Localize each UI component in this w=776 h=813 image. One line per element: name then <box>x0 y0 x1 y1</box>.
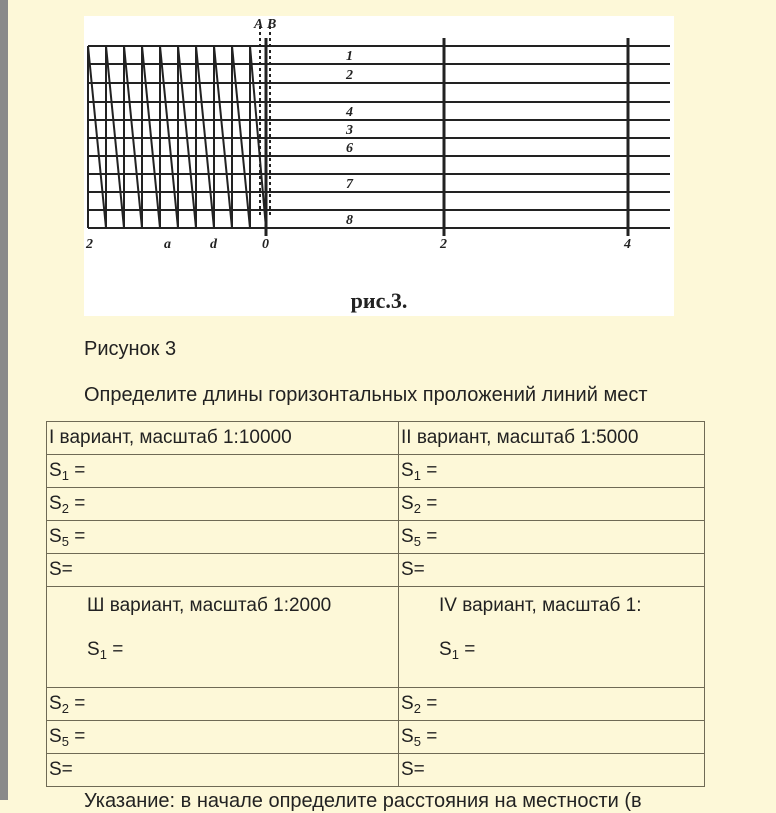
variant-3-s-total: S= <box>47 754 399 787</box>
variant-3-s1: $S_1$ = <box>87 639 124 662</box>
table-row <box>47 721 705 754</box>
line-label-3: 3 <box>346 123 353 138</box>
bottom-label-4: 4 <box>624 237 631 252</box>
variant-4-s2: $S_2$ = <box>399 688 705 721</box>
bottom-label-2: 2 <box>440 237 447 252</box>
variant-4-s-total: S= <box>399 754 705 787</box>
bottom-label-a: a <box>164 237 171 252</box>
variant-2-s1: $S_1$ = <box>399 455 705 488</box>
variant-1-s5: $S_5$ = <box>47 521 399 554</box>
variant-4-s5: $S_5$ = <box>399 721 705 754</box>
left-border <box>0 0 8 800</box>
variant-4-header: IV вариант, масштаб 1: <box>439 595 642 616</box>
variant-3-s2: $S_2$ = <box>47 688 399 721</box>
variant-1-s2: $S_2$ = <box>47 488 399 521</box>
variant-3-s5: $S_5$ = <box>47 721 399 754</box>
variant-4-header-cell <box>399 587 705 688</box>
table-row <box>47 754 705 787</box>
variant-1-s-total: S= <box>47 554 399 587</box>
variants-table <box>46 421 705 787</box>
bottom-note: Указание: в начале определите расстояния на местности (в <box>84 790 642 812</box>
line-label-4: 4 <box>346 105 353 120</box>
table-row <box>47 587 705 688</box>
variant-2-header: II вариант, масштаб 1:5000 <box>399 422 705 455</box>
bottom-label-0: 0 <box>262 237 269 252</box>
label-A: A <box>254 17 264 32</box>
table-row <box>47 521 705 554</box>
variant-1-header: I вариант, масштаб 1:10000 <box>47 422 399 455</box>
variant-4-s1: $S_1$ = <box>439 639 476 662</box>
line-label-8: 8 <box>346 213 353 228</box>
figure-caption: Рисунок 3 <box>84 338 177 360</box>
bottom-label-2-left: 2 <box>86 237 93 252</box>
figure-image-caption: рис.3. <box>350 288 408 313</box>
line-label-2: 2 <box>346 68 353 83</box>
variant-1-s1: $S_1$ = <box>47 455 399 488</box>
table-row <box>47 455 705 488</box>
variant-3-header: Ш вариант, масштаб 1:2000 <box>87 595 332 616</box>
table-row <box>47 488 705 521</box>
bottom-label-d: d <box>210 237 217 252</box>
table-row <box>47 422 705 455</box>
instruction-text: Определите длины горизонтальных проложений линий мест <box>84 384 648 406</box>
variant-3-header-cell <box>47 587 399 688</box>
label-B: B <box>267 17 277 32</box>
variant-2-s-total: S= <box>399 554 705 587</box>
line-label-6: 6 <box>346 141 353 156</box>
line-label-7: 7 <box>346 177 353 192</box>
line-label-1: 1 <box>346 49 353 64</box>
table-row <box>47 554 705 587</box>
variant-2-s5: $S_5$ = <box>399 521 705 554</box>
scale-figure <box>84 16 674 316</box>
variant-2-s2: $S_2$ = <box>399 488 705 521</box>
table-row <box>47 688 705 721</box>
transversal-scale-drawing <box>84 16 674 316</box>
